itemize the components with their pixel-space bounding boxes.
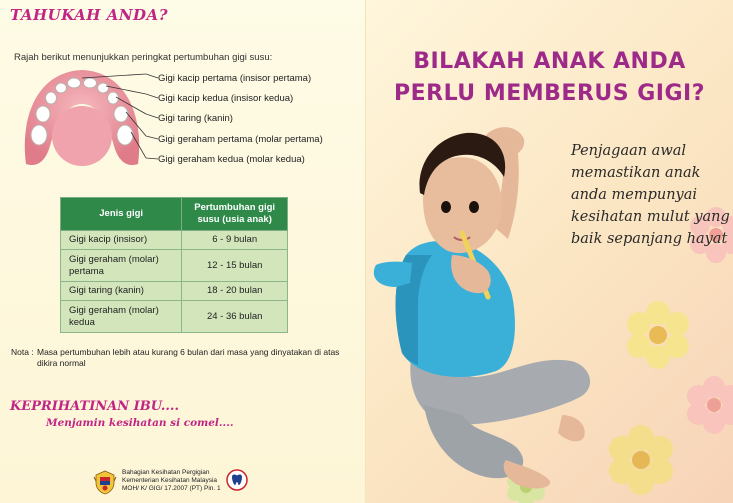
dental-health-logo-icon [226,469,248,491]
government-crest-icon [92,469,118,495]
flower-decoration [507,207,733,503]
tooth-molar1-a [36,106,50,122]
footer-line-1: Bahagian Kesihatan Pergigian [122,469,210,476]
tagline: Penjagaan awal memastikan anak anda mempunyai kesihatan mulut yang baik sepanjang hayat [571,143,730,247]
table-cell-age: 18 - 20 bulan [182,282,288,301]
table-header-growth-age: Pertumbuhan gigi susu (usia anak) [182,198,288,231]
teeth-diagram [18,64,146,172]
note-label: Nota : [11,347,34,357]
tooth-incisor-2b [98,83,109,93]
child-figure [374,127,590,488]
tooth-label-molar-2: Gigi geraham kedua (molar kedua) [158,154,305,165]
tooth-molar1-b [114,106,128,122]
table-header-tooth-type: Jenis gigi [61,198,182,231]
tooth-incisor-1a [68,78,81,88]
right-panel [366,0,733,503]
table-cell-age: 6 - 9 bulan [182,231,288,250]
table-cell-tooth: Gigi geraham (molar) kedua [61,301,182,333]
tooth-growth-table [60,197,288,333]
palate [52,106,112,166]
tooth-canine-b [108,92,119,104]
main-heading [366,46,733,110]
tooth-label-canine: Gigi taring (kanin) [158,113,233,124]
main-heading-line-2: PERLU MEMBERUS GIGI? [393,81,706,106]
table-cell-age: 12 - 15 bulan [182,250,288,282]
prihatin-title: KEPRIHATINAN IBU.... [10,399,179,414]
diagram-caption: Rajah berikut menunjukkan peringkat pertumbuhan gigi susu: [14,52,273,63]
main-heading-line-1: BILAKAH ANAK ANDA [413,49,686,74]
tooth-canine-a [46,92,57,104]
footer-line-3: MOH/ K/ GIG/ 17.2007 (PT) Pin. 1 [122,485,221,492]
table-header-row [61,198,288,231]
table-row [61,282,288,301]
note [11,347,356,369]
tooth-molar2-a [31,125,47,145]
table-cell-tooth: Gigi kacip (insisor) [61,231,182,250]
footer-text [122,469,221,493]
prihatin-subtitle: Menjamin kesihatan si comel.... [46,417,234,429]
table-row [61,250,288,282]
table-cell-tooth: Gigi geraham (molar) pertama [61,250,182,282]
tooth-label-molar-1: Gigi geraham pertama (molar pertama) [158,134,323,145]
tooth-molar2-b [117,125,133,145]
tooth-label-incisor-2: Gigi kacip kedua (insisor kedua) [158,93,294,104]
header-title: TAHUKAH ANDA? [10,6,168,24]
footer-line-2: Kementerian Kesihatan Malaysia [122,477,218,484]
table-cell-age: 24 - 36 bulan [182,301,288,333]
left-panel [0,0,366,503]
table-row [61,231,288,250]
table-row [61,301,288,333]
tooth-incisor-2a [56,83,67,93]
tooth-label-incisor-1: Gigi kacip pertama (insisor pertama) [158,73,312,84]
note-text: Masa pertumbuhan lebih atau kurang 6 bulan dari masa yang dinyatakan di atas dikira normal [37,347,340,368]
tooth-incisor-1b [84,78,97,88]
table-cell-tooth: Gigi taring (kanin) [61,282,182,301]
